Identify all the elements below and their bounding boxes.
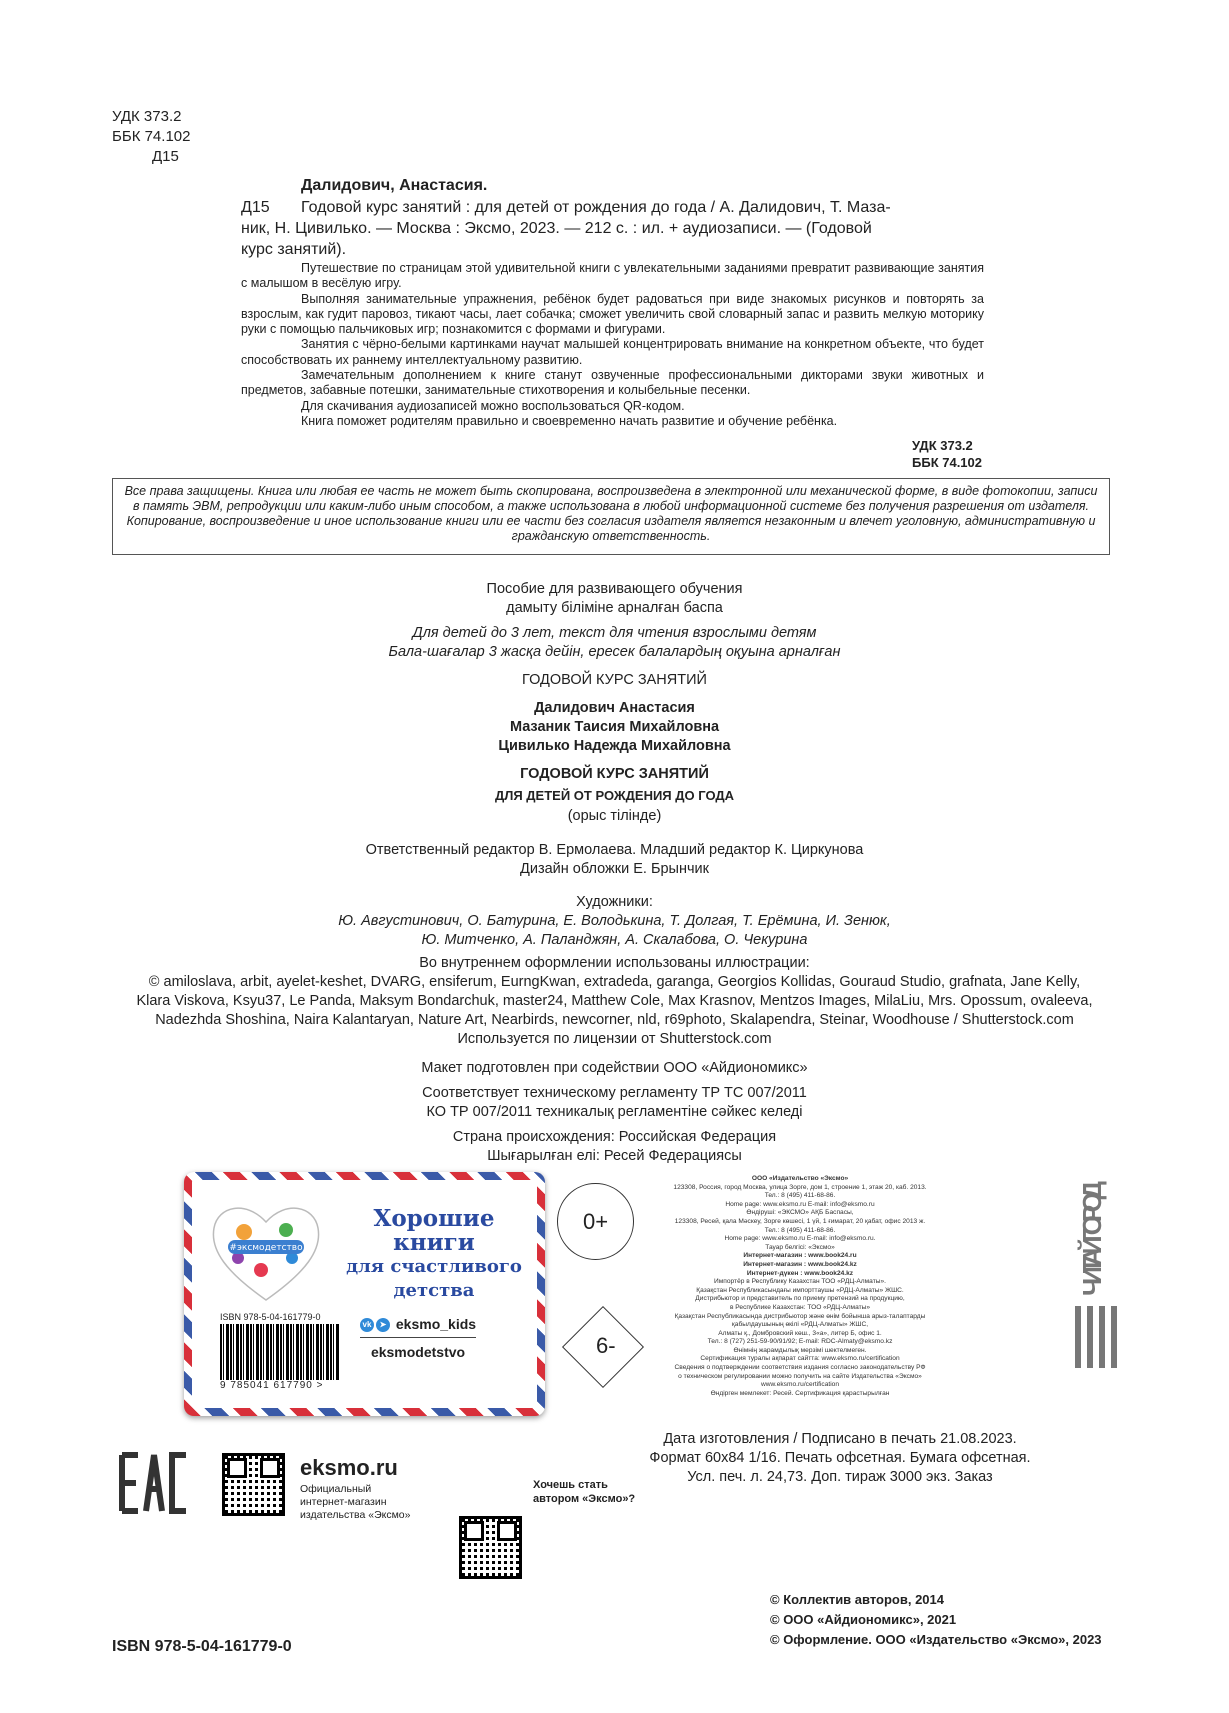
author-name: Мазаник Таисия Михайловна bbox=[509, 719, 720, 735]
pub-line: Усл. печ. л. 24,73. Доп. тираж 3000 экз. Заказ bbox=[687, 1469, 993, 1485]
social-links bbox=[360, 1316, 476, 1360]
annotation-paragraph: Для скачивания аудиозаписей можно воспользоваться QR-кодом. bbox=[301, 398, 685, 413]
book-title: ГОДОВОЙ КУРС ЗАНЯТИЙ bbox=[520, 766, 709, 782]
imprint-line: Қазақстан Республикасында дистрибьютор және өнім бойынша арыз-талаптарды bbox=[674, 1312, 926, 1320]
card-title-line: Хорошие bbox=[373, 1205, 495, 1232]
imprint-line: қабылдаушының өкілі «РДЦ-Алматы» ЖШС, bbox=[731, 1321, 869, 1329]
entry-line: ник, Н. Цивилько. — Москва : Эксмо, 2023. — 212 с. : ил. + аудиозаписи. — (Годовой bbox=[241, 220, 872, 237]
imprint-line: Өндірген мемлекет: Ресей. Сертификация қарастырылған bbox=[710, 1389, 890, 1397]
imprint-line: Тел.: 8 (495) 411-68-86. bbox=[764, 1192, 836, 1200]
bbk-code: ББК 74.102 bbox=[912, 455, 982, 470]
imprint-line: в Республике Казахстан: ТОО «РДЦ-Алматы» bbox=[729, 1303, 871, 1311]
udk-block bbox=[112, 107, 190, 167]
udk-code: УДК 373.2 bbox=[912, 438, 973, 453]
author-name: Цивилько Надежда Михайловна bbox=[498, 738, 731, 754]
card-title-line: книги bbox=[393, 1229, 475, 1256]
book-type: Пособие для развивающего обучения bbox=[486, 581, 743, 597]
imprint-line: Интернет-магазин : www.book24.ru bbox=[743, 1252, 857, 1260]
imprint-line: Дистрибьютор и представитель по приему претензий на продукцию, bbox=[695, 1295, 905, 1303]
imprint bbox=[650, 1175, 950, 1398]
bbk-code: ББК 74.102 bbox=[112, 128, 191, 145]
regulation: Соответствует техническому регламенту ТР ТС 007/2011 bbox=[422, 1085, 807, 1101]
imprint-line: Қазақстан Республикасындағы импорттаушы «РДЦ-Алматы» ЖШС. bbox=[696, 1286, 904, 1294]
imprint-line: ООО «Издательство «Эксмо» bbox=[751, 1175, 849, 1182]
card-title bbox=[344, 1207, 524, 1303]
entry-line: курс занятий). bbox=[241, 241, 347, 258]
heart-tag: #эксмодетство bbox=[229, 1243, 303, 1253]
social-line bbox=[360, 1316, 476, 1332]
isbn-barcode bbox=[220, 1312, 340, 1391]
imprint-line: Тел.: 8 (727) 251-59-90/91/92; E-mail: RDC-Almaty@eksmo.kz bbox=[707, 1338, 893, 1346]
eac-mark-icon bbox=[118, 1451, 190, 1515]
annotation bbox=[241, 261, 984, 429]
social-handle: eksmodetstvo bbox=[360, 1337, 476, 1360]
editors: Ответственный редактор В. Ермолаева. Младший редактор К. Циркунова bbox=[365, 842, 864, 858]
illustrations: Nadezhda Shoshina, Naira Kalantaryan, Nature Art, Nearbirds, newcorner, nld, r69photo, Skalapendra, Steinar, Woodhouse / Shutterstock.com bbox=[155, 1012, 1074, 1028]
artists-label: Художники: bbox=[576, 894, 653, 910]
age-rating-circle: 0+ bbox=[557, 1183, 634, 1260]
age-note: Для детей до 3 лет, текст для чтения взрослыми детям bbox=[412, 625, 817, 641]
imprint-line: Тауар белгісі: «Эксмо» bbox=[765, 1243, 835, 1251]
center-block bbox=[0, 580, 1229, 1166]
imprint-line: Өндіруші: «ЭКСМО» АҚБ Баспасы, bbox=[746, 1209, 854, 1217]
imprint-line: Сведения о подтверждении соответствия издания согласно законодательству РФ bbox=[674, 1364, 926, 1372]
eksmo-desc-line: Официальный bbox=[300, 1483, 372, 1495]
country: Страна происхождения: Российская Федерация bbox=[452, 1129, 777, 1145]
entry-line: Годовой курс занятий : для детей от рождения до года / А. Далидович, Т. Маза- bbox=[301, 199, 891, 216]
annotation-paragraph: Занятия с чёрно-белыми картинками научат малышей концентрировать внимание на конкретном объекте, что будет способствовать их раннему интеллектуальному развитию. bbox=[241, 337, 984, 367]
entry-code: Д15 bbox=[241, 199, 270, 216]
country-kz: Шығарылған елі: Ресей Федерациясы bbox=[487, 1148, 742, 1164]
author-cta-line: Хочешь стать bbox=[533, 1479, 608, 1491]
annotation-paragraph: Книга поможет родителям правильно и своевременно начать развитие и обучение ребёнка. bbox=[301, 413, 838, 428]
vk-icon: vk bbox=[360, 1318, 374, 1332]
imprint-line: 123308, Россия, город Москва, улица Зорге, дом 1, строение 1, этаж 20, каб. 2013. bbox=[673, 1183, 927, 1191]
author-sign: Д15 bbox=[152, 148, 179, 165]
imprint-line: Home page: www.eksmo.ru E-mail: info@eksmo.ru. bbox=[724, 1235, 876, 1243]
promo-card bbox=[184, 1172, 545, 1416]
barcode bbox=[220, 1324, 340, 1380]
eksmo-desc-line: интернет-магазин bbox=[300, 1496, 387, 1508]
pub-line: Формат 60x84 1/16. Печать офсетная. Бумага офсетная. bbox=[649, 1450, 1031, 1466]
license-note: Используется по лицензии от Shutterstock.com bbox=[457, 1031, 772, 1047]
copyrights bbox=[770, 1590, 1102, 1650]
annotation-paragraph: Выполняя занимательные упражнения, ребёнок будет радоваться при виде знакомых рисунков и повторять за взрослым, как гудит паровоз, тикают часы, лает собачка; сможет увеличить свой словарный запас и развить мелкую моторику руки с помощью пальчиковых игр; познакомится с формами и фигурами. bbox=[241, 291, 984, 337]
card-title-line: для счастливого bbox=[346, 1256, 522, 1277]
imprint-line: Сертификация туралы ақпарат сайтта: www.eksmo.ru/certification bbox=[700, 1355, 900, 1363]
series-name: ГОДОВОЙ КУРС ЗАНЯТИЙ bbox=[522, 672, 707, 688]
imprint-line: Импортёр в Республику Казахстан ТОО «РДЦ-Алматы». bbox=[714, 1278, 886, 1286]
cover-design: Дизайн обложки Е. Брынчик bbox=[520, 861, 709, 877]
chitai-gorod-logo bbox=[1065, 1178, 1123, 1373]
author-qr-code[interactable] bbox=[459, 1516, 522, 1579]
publication-info bbox=[620, 1430, 1060, 1487]
author-cta-line: автором «Эксмо»? bbox=[533, 1493, 636, 1505]
eac-text: EAC bbox=[118, 1451, 121, 1452]
imprint-line: www.eksmo.ru/certification bbox=[760, 1381, 840, 1389]
annotation-paragraph: Замечательным дополнением к книге станут озвученные профессиональными дикторами звуки животных и предметов, забавные потешки, занимательные стихотворения и колыбельные песенки. bbox=[241, 368, 984, 398]
eksmo-url[interactable]: eksmo.ru bbox=[300, 1455, 398, 1480]
regulation-kz: КО ТР 007/2011 техникалық регламентіне сәйкес келеді bbox=[426, 1104, 803, 1120]
imprint-line: о техническом регулировании можно получить на сайте Издательства «Эксмо» bbox=[678, 1372, 922, 1380]
entry-author: Далидович, Анастасия. bbox=[301, 177, 488, 194]
age-note-kz: Бала-шағалар 3 жасқа дейін, ересек балалардың оқуына арналған bbox=[388, 644, 841, 660]
telegram-icon: ➤ bbox=[376, 1318, 390, 1332]
udk-right bbox=[912, 437, 982, 471]
imprint-line: 123308, Ресей, қала Мәскеу, Зорге көшесі, 1 үй, 1 ғимарат, 20 қабат, офис 2013 ж. bbox=[674, 1217, 926, 1225]
isbn-bottom: ISBN 978-5-04-161779-0 bbox=[112, 1638, 292, 1655]
illustrations: © amiloslava, arbit, ayelet-keshet, DVARG, ensiferum, EurngKwan, extradeda, garanga, Georgios Kollidas, Gouraud Studio, grafnata, Jane Kelly, bbox=[148, 974, 1081, 990]
rights-notice: Все права защищены. Книга или любая ее часть не может быть скопирована, воспроизведена в электронной или механической форме, в виде фотокопии, записи в память ЭВМ, репродукции или каким-либо иным способом, а также использована в любой информационной системе без получения разрешения от издателя. Копирование, воспроизведение и иное использование книги или ее части без согласия издателя является незаконным и влечет уголовную, административную и гражданскую ответственность. bbox=[112, 478, 1110, 555]
copyright-line: © Оформление. ООО «Издательство «Эксмо», 2023 bbox=[770, 1632, 1102, 1647]
annotation-paragraph: Путешествие по страницам этой удивительной книги с увлекательными заданиями превратит развивающие занятия с малышом в весёлую игру. bbox=[241, 261, 984, 291]
imprint-line: Home page: www.eksmo.ru E-mail: info@eksmo.ru bbox=[725, 1200, 875, 1208]
social-handle: eksmo_kids bbox=[395, 1316, 477, 1332]
pub-line: Дата изготовления / Подписано в печать 21.08.2023. bbox=[663, 1431, 1017, 1447]
author-cta bbox=[533, 1478, 635, 1506]
copyright-line: © ООО «Айдиономикс», 2021 bbox=[770, 1612, 957, 1627]
eksmo-description bbox=[300, 1483, 411, 1522]
copyright-line: © Коллектив авторов, 2014 bbox=[770, 1592, 944, 1607]
imprint-line: Интернет-магазин : www.book24.kz bbox=[743, 1260, 857, 1268]
chitai-gorod-text: ЧИТАЙ ГОРОД bbox=[1077, 1181, 1107, 1296]
isbn-text: ISBN 978-5-04-161779-0 bbox=[220, 1312, 321, 1322]
imprint-line: Алматы қ., Домбровский көш., 3«а», литер Б, офис 1. bbox=[718, 1329, 882, 1337]
artists: Ю. Августинович, О. Батурина, Е. Володькина, Т. Долгая, Т. Ерёмина, И. Зенюк, bbox=[338, 913, 891, 929]
imprint-line: Интернет-дүкен : www.book24.kz bbox=[746, 1269, 854, 1277]
layout-note: Макет подготовлен при содействии ООО «Айдиономикс» bbox=[421, 1060, 808, 1076]
udk-code: УДК 373.2 bbox=[112, 108, 182, 125]
card-title-line: детства bbox=[393, 1280, 475, 1301]
illustrations-label: Во внутреннем оформлении использованы иллюстрации: bbox=[419, 955, 810, 971]
illustrations: Klara Viskova, Ksyu37, Le Panda, Maksym Bondarchuk, master24, Matthew Cole, Max Krasnov, Mentzos Images, MilaLiu, Mrs. Opossum, ovaleeva, bbox=[136, 993, 1093, 1009]
author-name: Далидович Анастасия bbox=[534, 700, 695, 716]
imprint-line: Өнімнің жарамдылық мерзімі шектелмеген. bbox=[733, 1346, 867, 1354]
barcode-digits: 9 785041 617790 > bbox=[220, 1380, 324, 1391]
imprint-line: Тел.: 8 (495) 411-68-86. bbox=[764, 1226, 836, 1234]
eksmo-desc-line: издательства «Эксмо» bbox=[300, 1509, 411, 1521]
eksmo-qr-code[interactable] bbox=[222, 1453, 285, 1516]
artists: Ю. Митченко, А. Паланджян, А. Скалабова, О. Чекурина bbox=[421, 932, 808, 948]
book-subtitle: ДЛЯ ДЕТЕЙ ОТ РОЖДЕНИЯ ДО ГОДА bbox=[494, 788, 735, 803]
age-diamond-label: 6- bbox=[596, 1333, 616, 1358]
book-type-kz: дамыту біліміне арналған баспа bbox=[506, 600, 723, 616]
language-note: (орыс тілінде) bbox=[567, 808, 662, 824]
heart-icon bbox=[206, 1192, 326, 1312]
